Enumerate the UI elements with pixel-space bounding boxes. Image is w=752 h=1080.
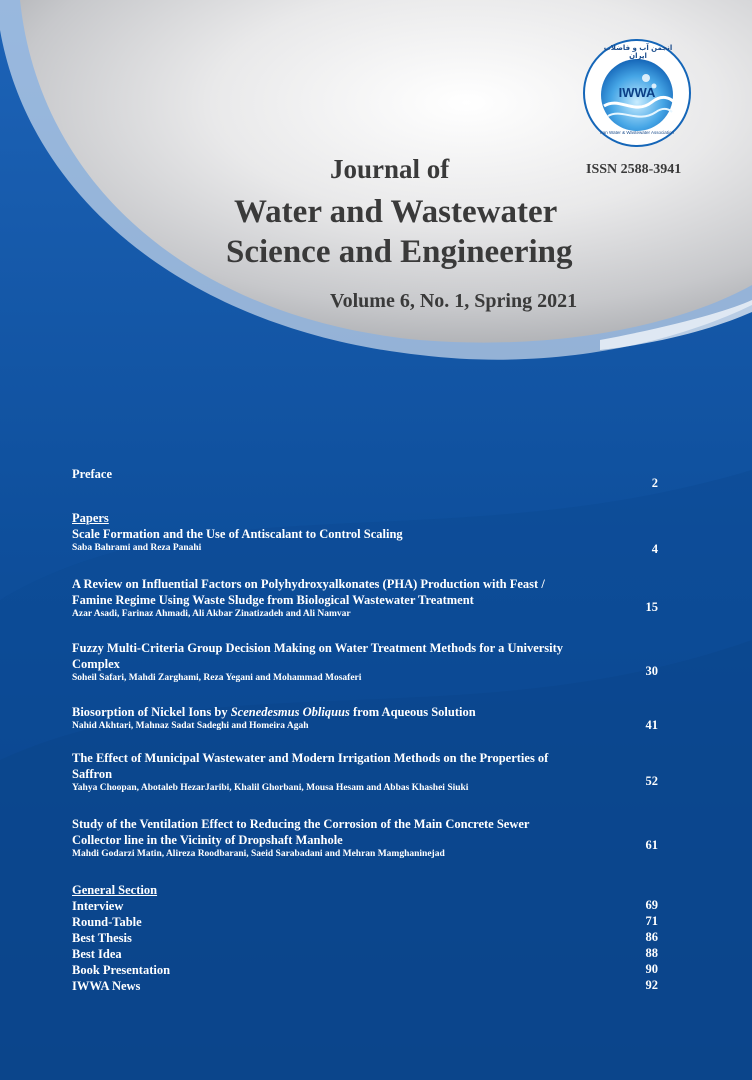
general-item-page: 69	[645, 898, 658, 912]
journal-title-line2: Science and Engineering	[226, 234, 573, 270]
preface-page: 2	[651, 476, 658, 490]
toc-paper-5[interactable]	[72, 750, 664, 816]
paper-3-authors: Soheil Safari, Mahdi Zarghami, Reza Yegani and Mohammad Mosaferi	[72, 673, 362, 683]
paper-3-title-line1: Fuzzy Multi-Criteria Group Decision Making on Water Treatment Methods for a University	[72, 641, 564, 655]
issn: ISSN 2588-3941	[586, 162, 682, 177]
paper-5-page: 52	[645, 774, 658, 788]
toc-paper-1[interactable]	[72, 526, 664, 576]
paper-4-title-post: from Aqueous Solution	[349, 705, 476, 719]
paper-1-authors: Saba Bahrami and Reza Panahi	[72, 543, 202, 553]
toc-paper-3[interactable]	[72, 640, 664, 704]
toc-paper-6[interactable]	[72, 816, 664, 882]
paper-6-authors: Mahdi Godarzi Matin, Alireza Roodbarani, Saeid Sarabadani and Mehran Mamghaninejad	[72, 849, 445, 859]
general-item-page: 92	[645, 978, 658, 992]
general-item-label: Interview	[72, 899, 124, 913]
logo-persian-text: انجمن آب و فاضلاب ایران	[603, 44, 673, 60]
paper-6-title-line2: Collector line in the Vicinity of Dropshaft Manhole	[72, 833, 343, 847]
logo-english-text: Iran Water & Wastewater Association	[600, 130, 674, 135]
general-item-label: Round-Table	[72, 915, 142, 929]
paper-6-page: 61	[645, 838, 658, 852]
paper-1-title: Scale Formation and the Use of Antiscalant to Control Scaling	[72, 527, 403, 541]
toc-general-best-idea[interactable]	[72, 946, 664, 962]
paper-2-title-line1: A Review on Influential Factors on Polyhydroxyalkonates (PHA) Production with Feast /	[72, 577, 545, 591]
paper-4-title-pre: Biosorption of Nickel Ions by	[72, 705, 231, 719]
general-item-label: Best Thesis	[72, 931, 132, 945]
iwwa-logo	[582, 38, 692, 148]
toc-preface[interactable]	[72, 466, 664, 510]
toc-paper-2[interactable]	[72, 576, 664, 640]
toc-general-iwwa-news[interactable]	[72, 978, 664, 994]
paper-4-page: 41	[645, 718, 658, 732]
paper-2-page: 15	[645, 600, 658, 614]
general-item-label: Best Idea	[72, 947, 122, 961]
toc-general-best-thesis[interactable]	[72, 930, 664, 946]
toc-general-round-table[interactable]	[72, 914, 664, 930]
paper-3-page: 30	[645, 664, 658, 678]
paper-4-title	[72, 704, 612, 720]
paper-6-title-line1: Study of the Ventilation Effect to Reducing the Corrosion of the Main Concrete Sewer	[72, 817, 530, 831]
paper-4-title-italic: Scenedesmus Obliquus	[230, 705, 350, 719]
paper-5-title-line2: Saffron	[72, 767, 113, 781]
paper-5-authors: Yahya Choopan, Abotaleb HezarJaribi, Khalil Ghorbani, Mousa Hesam and Abbas Khashei Siuki	[72, 783, 469, 793]
paper-2-title-line2: Famine Regime Using Waste Sludge from Biological Wastewater Treatment	[72, 593, 474, 607]
paper-3-title-line2: Complex	[72, 657, 120, 671]
paper-4-authors: Nahid Akhtari, Mahnaz Sadat Sadeghi and Homeira Agah	[72, 721, 309, 731]
papers-heading: Papers	[72, 511, 109, 525]
toc-paper-4[interactable]	[72, 704, 664, 750]
general-item-page: 88	[645, 946, 658, 960]
general-item-label: Book Presentation	[72, 963, 171, 977]
general-item-page: 71	[645, 914, 658, 928]
journal-title-line1: Water and Wastewater	[234, 194, 558, 230]
journal-of-text: Journal of	[330, 154, 450, 184]
preface-label: Preface	[72, 467, 113, 481]
table-of-contents	[72, 466, 664, 994]
general-item-page: 90	[645, 962, 658, 976]
toc-general-book-presentation[interactable]	[72, 962, 664, 978]
general-item-page: 86	[645, 930, 658, 944]
paper-1-page: 4	[651, 542, 658, 556]
paper-5-title-line1: The Effect of Municipal Wastewater and Modern Irrigation Methods on the Properties of	[72, 751, 549, 765]
volume-issue: Volume 6, No. 1, Spring 2021	[330, 290, 578, 312]
logo-abbr: IWWA	[618, 85, 656, 100]
paper-2-authors: Azar Asadi, Farinaz Ahmadi, Ali Akbar Zinatizadeh and Ali Namvar	[72, 609, 351, 619]
general-section-heading: General Section	[72, 883, 158, 897]
general-item-label: IWWA News	[72, 979, 141, 993]
toc-general-interview[interactable]	[72, 898, 664, 914]
